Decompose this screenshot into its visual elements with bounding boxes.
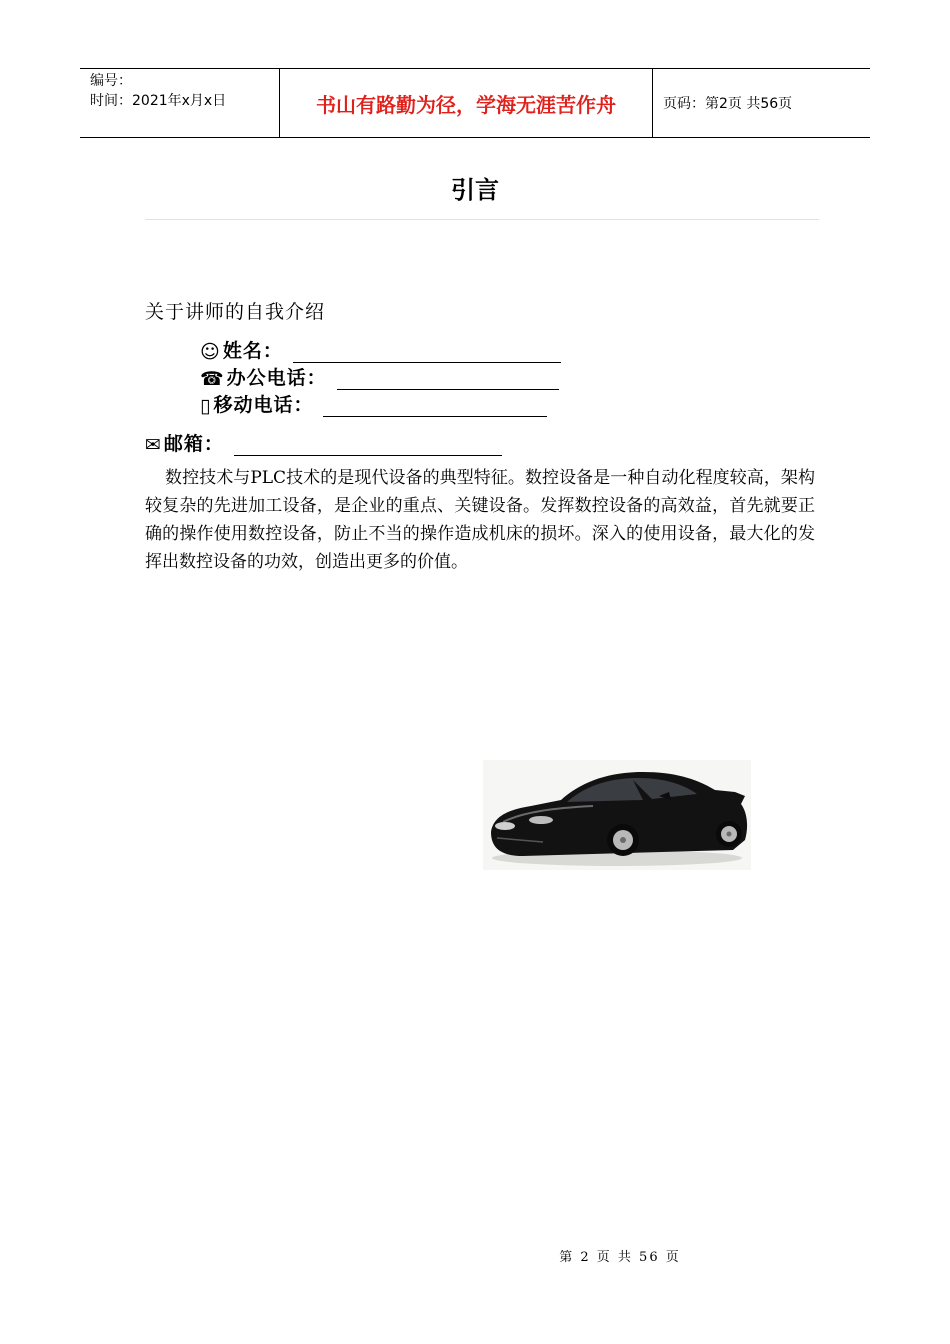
envelope-icon: ✉ — [145, 434, 162, 456]
mobile-phone-label: 移动电话： — [213, 394, 314, 416]
page-footer: 第 2 页 共 56 页 — [559, 1250, 681, 1265]
telephone-icon: ☎ — [200, 368, 225, 390]
smiley-icon: ☺ — [200, 341, 221, 363]
email-blank — [234, 435, 502, 456]
document-date: 时间：2021年x月x日 — [90, 93, 227, 109]
office-phone-field — [200, 363, 559, 390]
mobile-phone-blank — [323, 396, 547, 417]
page-header — [80, 68, 870, 138]
intro-heading: 关于讲师的自我介绍 — [145, 301, 326, 323]
sports-car-image — [483, 760, 751, 870]
mobile-phone-field — [200, 390, 547, 417]
name-label: 姓名： — [222, 340, 283, 362]
header-meta — [80, 69, 280, 137]
page-title: 引言 — [451, 176, 499, 204]
header-motto: 书山有路勤为径，学海无涯苦作舟 — [280, 69, 653, 137]
office-phone-blank — [337, 369, 559, 390]
email-label: 邮箱： — [163, 433, 224, 455]
document-number: 编号： — [90, 73, 132, 89]
intro-paragraph: 数控技术与PLC技术的是现代设备的典型特征。数控设备是一种自动化程度较高，架构较复杂的先进加工设备，是企业的重点、关键设备。发挥数控设备的高效益，首先就要正确的操作使用数控设备，防止不当的操作造成机床的损坏。深入的使用设备，最大化的发挥出数控设备的功效，创造出更多的价值。 — [145, 468, 815, 572]
mobile-phone-icon: ▯ — [200, 395, 212, 417]
office-phone-label: 办公电话： — [226, 367, 327, 389]
email-field — [145, 429, 502, 456]
title-divider — [145, 219, 819, 220]
header-page-info: 页码：第2页 共56页 — [663, 96, 793, 112]
name-field — [200, 336, 561, 363]
name-blank — [293, 342, 561, 363]
